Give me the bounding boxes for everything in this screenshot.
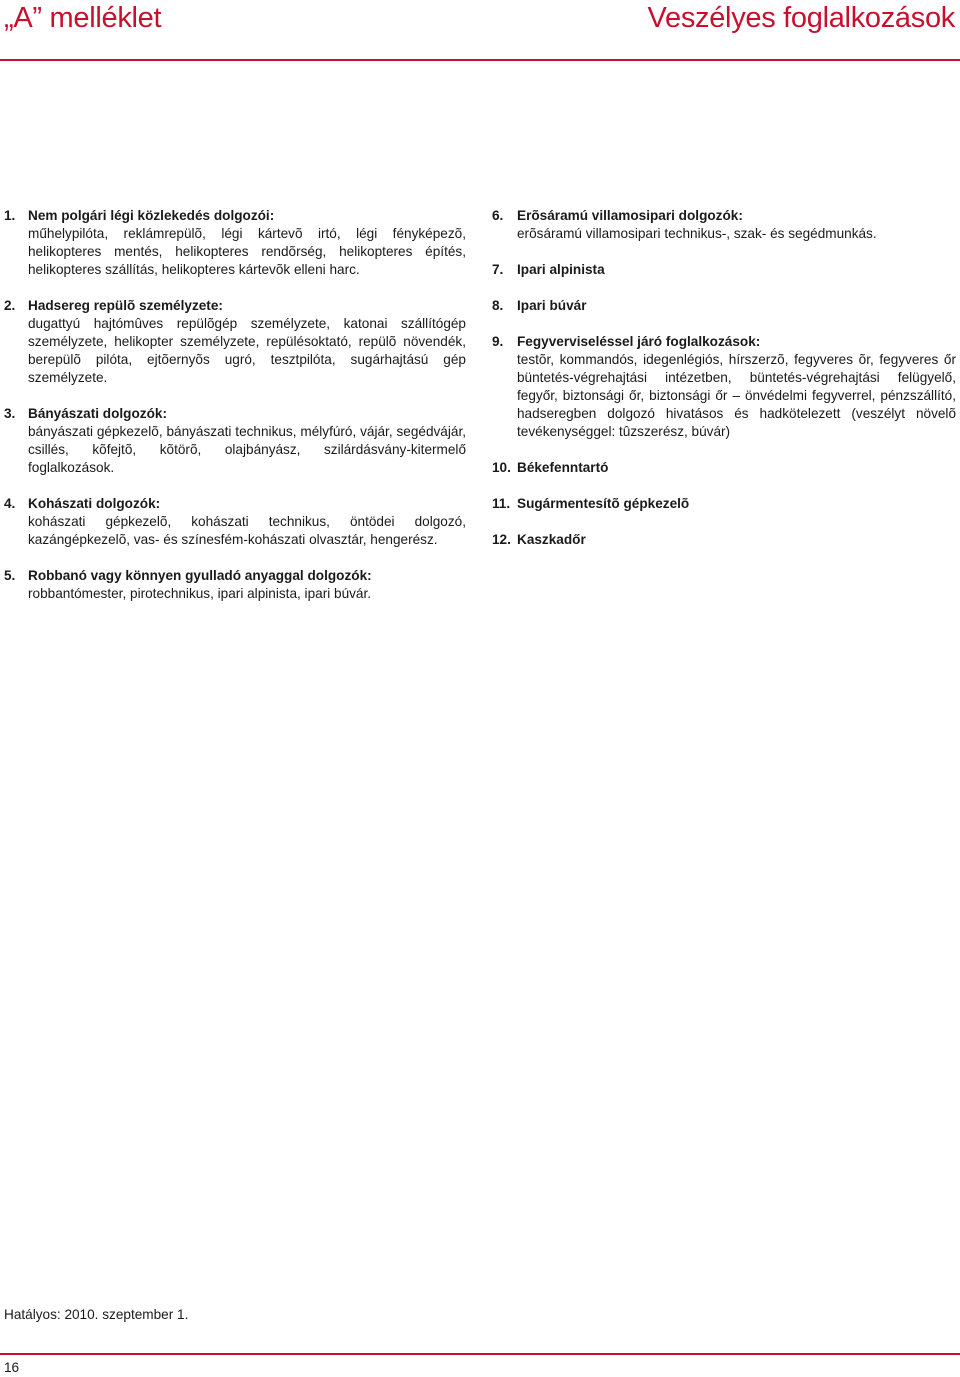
item-description: dugattyú hajtómûves repülõgép személyzete, katonai szállítógép személyzete, helikopter személyzete, repülésoktató, repülõ növendék, berepülõ pilóta, ejtõernyõs ugró, tesztpilóta, sugárhajtású gép személyzete. <box>28 316 466 385</box>
item-number: 9. <box>492 334 504 349</box>
item-title: Robbanó vagy könnyen gyulladó anyaggal dolgozók: <box>28 568 372 583</box>
item-description: műhelypilóta, reklámrepülõ, légi kártevõ irtó, légi fényképezõ, helikopteres mentés, helikopteres rendõrség, helikopteres építés, helikopteres szállítás, helikopteres kártevõk elleni harc. <box>28 226 466 277</box>
item-title: Ipari búvár <box>517 298 587 313</box>
list-item <box>492 495 956 513</box>
list-item <box>492 207 956 243</box>
list-item <box>492 333 956 441</box>
header-divider <box>0 59 960 61</box>
item-title: Ipari alpinista <box>517 262 605 277</box>
list-item <box>4 405 466 477</box>
item-number: 8. <box>492 298 504 313</box>
item-description: erõsáramú villamosipari technikus-, szak- és segédmunkás. <box>517 226 877 241</box>
list-item <box>492 297 956 315</box>
item-number: 4. <box>4 496 16 511</box>
item-description: robbantómester, pirotechnikus, ipari alpinista, ipari búvár. <box>28 586 372 601</box>
left-column <box>4 207 466 621</box>
item-title: Bányászati dolgozók: <box>28 406 167 421</box>
item-title: Nem polgári légi közlekedés dolgozói: <box>28 208 275 223</box>
item-description: bányászati gépkezelõ, bányászati technikus, mélyfúró, vájár, segédvájár, csillés, kõfejtõ, kõtörõ, olajbányász, szilárdásvány-kitermelő foglalkozások. <box>28 424 466 475</box>
list-item <box>492 459 956 477</box>
item-number: 3. <box>4 406 16 421</box>
right-column <box>492 207 956 567</box>
item-number: 2. <box>4 298 16 313</box>
item-description: kohászati gépkezelõ, kohászati technikus, öntödei dolgozó, kazángépkezelõ, vas- és színesfém-kohászati olvasztár, hengerész. <box>28 514 466 547</box>
item-description: testõr, kommandós, idegenlégiós, hírszerzõ, fegyveres õr, fegyveres őr büntetés-végrehajtási intézetben, büntetés-végrehajtási felügyelő, fegyőr, biztonsági őr, biztonsági őr – önvédelmi fegyverrel, pénzszállító, hadseregben dolgozó hivatásos és hadkötelezett (veszélyt növelõ tevékenységgel: tûzszerész, búvár) <box>517 352 956 439</box>
list-item <box>4 207 466 279</box>
item-title: Sugármentesítõ gépkezelõ <box>517 496 690 511</box>
item-number: 10. <box>492 460 511 475</box>
item-title: Erõsáramú villamosipari dolgozók: <box>517 208 743 223</box>
item-number: 5. <box>4 568 16 583</box>
list-item <box>4 567 464 603</box>
list-item <box>492 531 956 549</box>
list-item <box>492 261 956 279</box>
item-title: Békefenntartó <box>517 460 609 475</box>
item-title: Kaszkadőr <box>517 532 586 547</box>
footer-divider <box>0 1353 960 1355</box>
document-title: „A” melléklet <box>4 2 162 34</box>
item-number: 11. <box>492 496 511 511</box>
item-number: 7. <box>492 262 504 277</box>
item-title: Kohászati dolgozók: <box>28 496 161 511</box>
list-item <box>4 297 466 387</box>
effective-date: Hatályos: 2010. szeptember 1. <box>4 1307 189 1322</box>
item-number: 6. <box>492 208 504 223</box>
item-title: Fegyverviseléssel járó foglalkozások: <box>517 334 761 349</box>
section-title: Veszélyes foglalkozások <box>647 2 955 34</box>
item-number: 1. <box>4 208 16 223</box>
list-item <box>4 495 466 549</box>
page-number: 16 <box>4 1360 20 1375</box>
item-title: Hadsereg repülõ személyzete: <box>28 298 223 313</box>
item-number: 12. <box>492 532 511 547</box>
